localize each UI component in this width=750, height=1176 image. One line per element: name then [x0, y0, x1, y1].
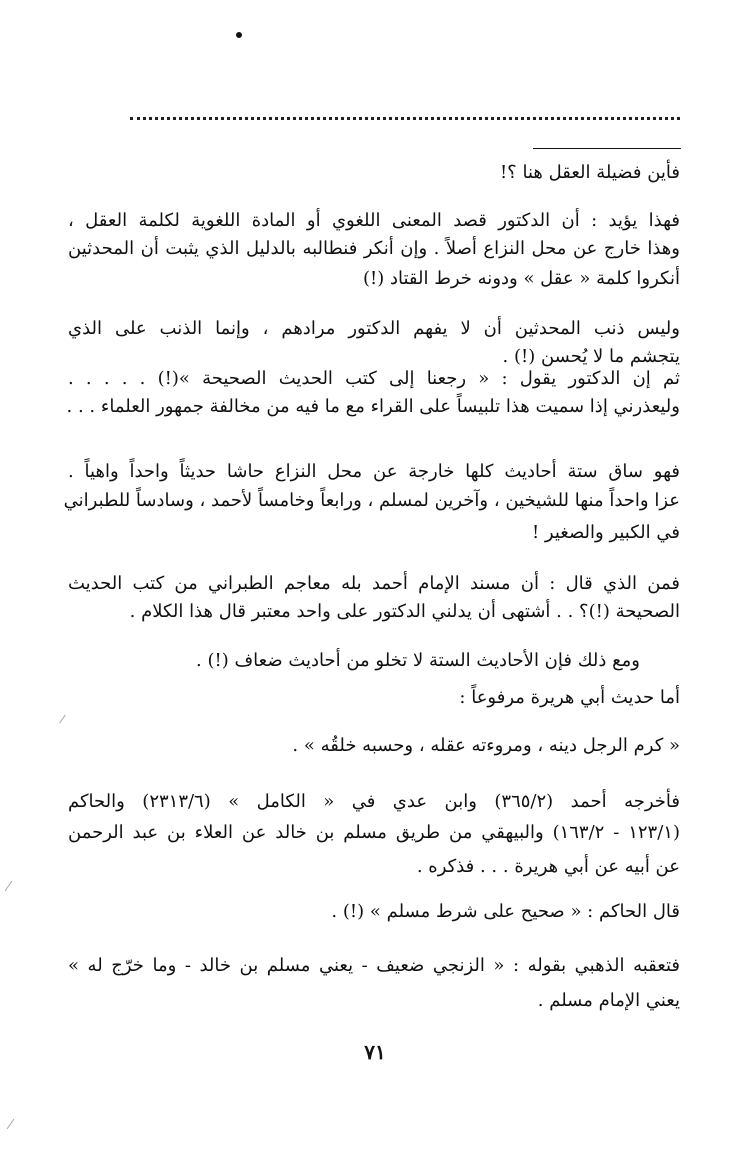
text-line: يعني الإمام مسلم . — [537, 990, 680, 1011]
text-line: في الكبير والصغير ! — [531, 522, 680, 543]
stray-mark — [59, 715, 66, 724]
text-line: أما حديث أبي هريرة مرفوعاً : — [459, 687, 680, 708]
dotted-separator — [130, 117, 680, 120]
quoted-hadith: « كرم الرجل دينه ، ومروءته عقله ، وحسبه خلقُه » . — [292, 735, 680, 756]
page-number: ٧١ — [364, 1040, 386, 1064]
section-rule — [533, 148, 681, 149]
ink-dot — [236, 32, 242, 38]
text-line: يتجشم ما لا يُحسن (!) . — [502, 346, 680, 367]
text-line: فأخرجه أحمد (٣٦٥/٢) وابن عدي في « الكامل » (٢٣١٣/٦) والحاكم — [68, 791, 681, 812]
text-line: فهو ساق ستة أحاديث كلها خارجة عن محل النزاع حاشا حديثاً واحداً واهياً . — [68, 461, 680, 482]
text-line: عزا واحداً منها للشيخين ، وآخرين لمسلم ، ورابعاً وخامساً لأحمد ، وسادساً للطبراني — [63, 490, 680, 511]
text-line: وليس ذنب المحدثين أن لا يفهم الدكتور مرادهم ، وإنما الذنب على الذي — [68, 318, 680, 339]
stray-mark — [5, 881, 13, 891]
text-line: فهذا يؤيد : أن الدكتور قصد المعنى اللغوي أو المادة اللغوية لكلمة العقل ، — [68, 210, 680, 231]
text-line: فأين فضيلة العقل هنا ؟! — [499, 162, 680, 183]
text-line: قال الحاكم : « صحيح على شرط مسلم » (!) . — [331, 901, 680, 922]
text-line: وهذا خارج عن محل النزاع أصلاً . وإن أنكر فنطالبه بالدليل الذي يثبت أن المحدثين — [68, 238, 680, 259]
text-line: (١٢٣/١ - ١٦٣/٢) والبيهقي من طريق مسلم بن خالد عن العلاء بن عبد الرحمن — [68, 822, 680, 843]
stray-mark — [7, 1119, 15, 1129]
text-line: عن أبيه عن أبي هريرة . . . فذكره . — [416, 856, 680, 877]
text-line: الصحيحة (!)؟ . . أشتهى أن يدلني الدكتور على واحد معتبر قال هذا الكلام . — [129, 601, 680, 622]
text-line: فتعقبه الذهبي بقوله : « الزنجي ضعيف - يعني مسلم بن خالد - وما خرّج له » — [68, 955, 680, 976]
text-line: ومع ذلك فإن الأحاديث الستة لا تخلو من أحاديث ضعاف (!) . — [196, 650, 640, 671]
text-line: ثم إن الدكتور يقول : « رجعنا إلى كتب الحديث الصحيحة »(!) . . . . . — [68, 368, 680, 389]
text-line: وليعذرني إذا سميت هذا تلبيساً على القراء مع ما فيه من مخالفة جمهور العلماء . . . — [66, 396, 680, 417]
text-line: فمن الذي قال : أن مسند الإمام أحمد بله معاجم الطبراني من كتب الحديث — [68, 573, 680, 594]
text-line: أنكروا كلمة « عقل » ودونه خرط القتاد (!) — [362, 268, 680, 289]
